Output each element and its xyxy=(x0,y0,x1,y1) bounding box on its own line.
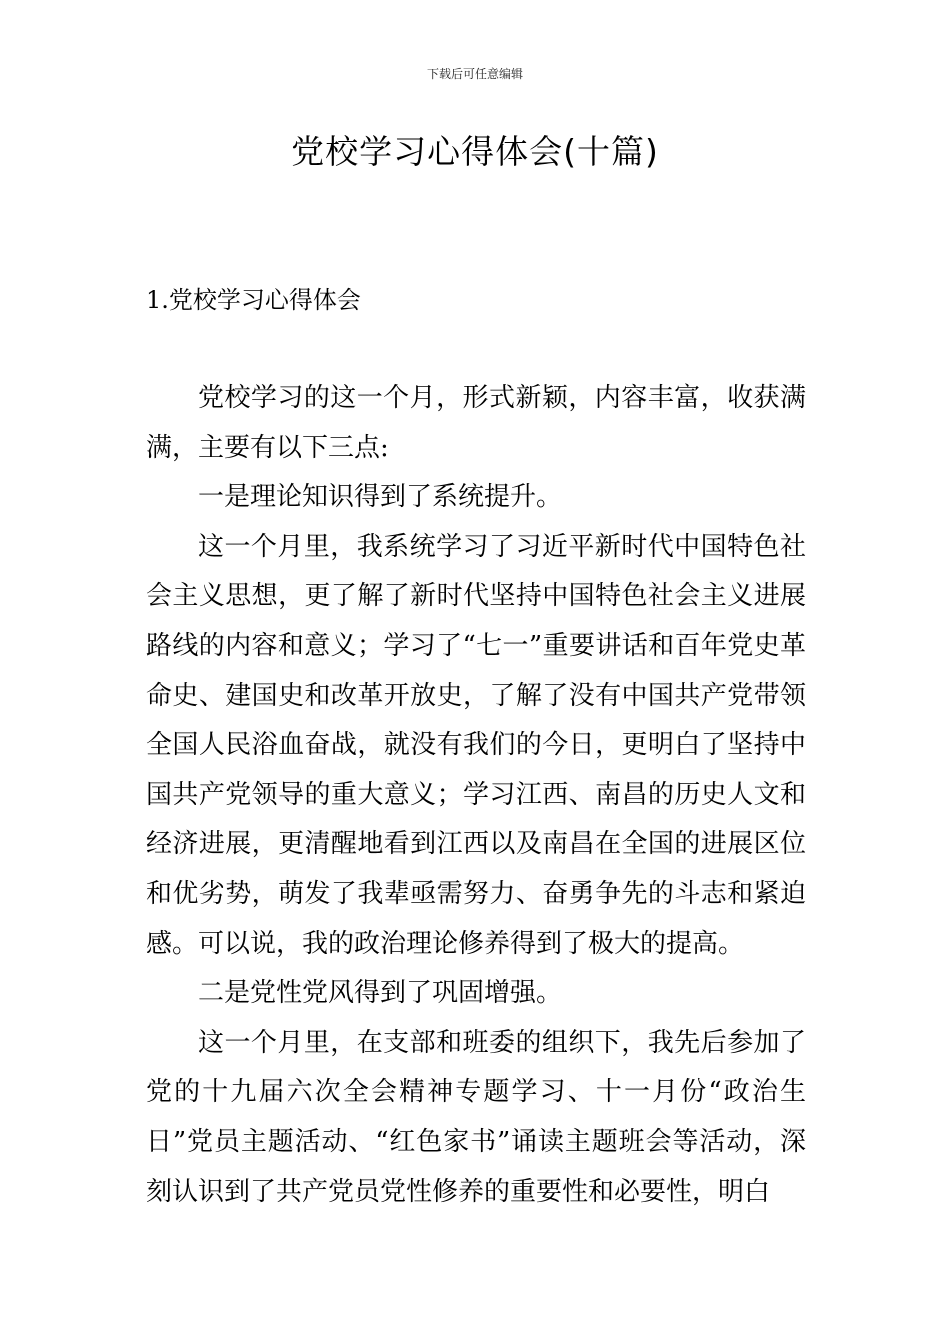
section-heading: 1.党校学习心得体会 xyxy=(146,286,361,314)
paragraph-point-one-detail: 这一个月里，我系统学习了习近平新时代中国特色社会主义思想，更了解了新时代坚持中国特色社会主义进展路线的内容和意义；学习了“七一”重要讲话和百年党史革命史、建国史和改革开放史，了解了没有中国共产党带领全国人民浴血奋战，就没有我们的今日，更明白了坚持中国共产党领导的重大意义；学习江西、南昌的历史人文和经济进展，更清醒地看到江西以及南昌在全国的进展区位和优劣势，萌发了我辈亟需努力、奋勇争先的斗志和紧迫感。可以说，我的政治理论修养得到了极大的提高。 xyxy=(146,531,806,959)
paragraph-point-two-detail: 这一个月里，在支部和班委的组织下，我先后参加了党的十九届六次全会精神专题学习、十一月份“政治生日”党员主题活动、“红色家书”诵读主题班会等活动，深刻认识到了共产党员党性修养的重要性和必要性，明白 xyxy=(146,1027,806,1207)
paragraph-point-one: 一是理论知识得到了系统提升。 xyxy=(198,482,563,513)
body-text xyxy=(146,374,806,1217)
paragraph-point-two: 二是党性党风得到了巩固增强。 xyxy=(198,978,563,1009)
header-note: 下载后可任意编辑 xyxy=(426,67,523,81)
paragraph-intro: 党校学习的这一个月，形式新颖，内容丰富，收获满满，主要有以下三点: xyxy=(146,383,806,463)
document-title: 党校学习心得体会(十篇) xyxy=(291,132,659,171)
